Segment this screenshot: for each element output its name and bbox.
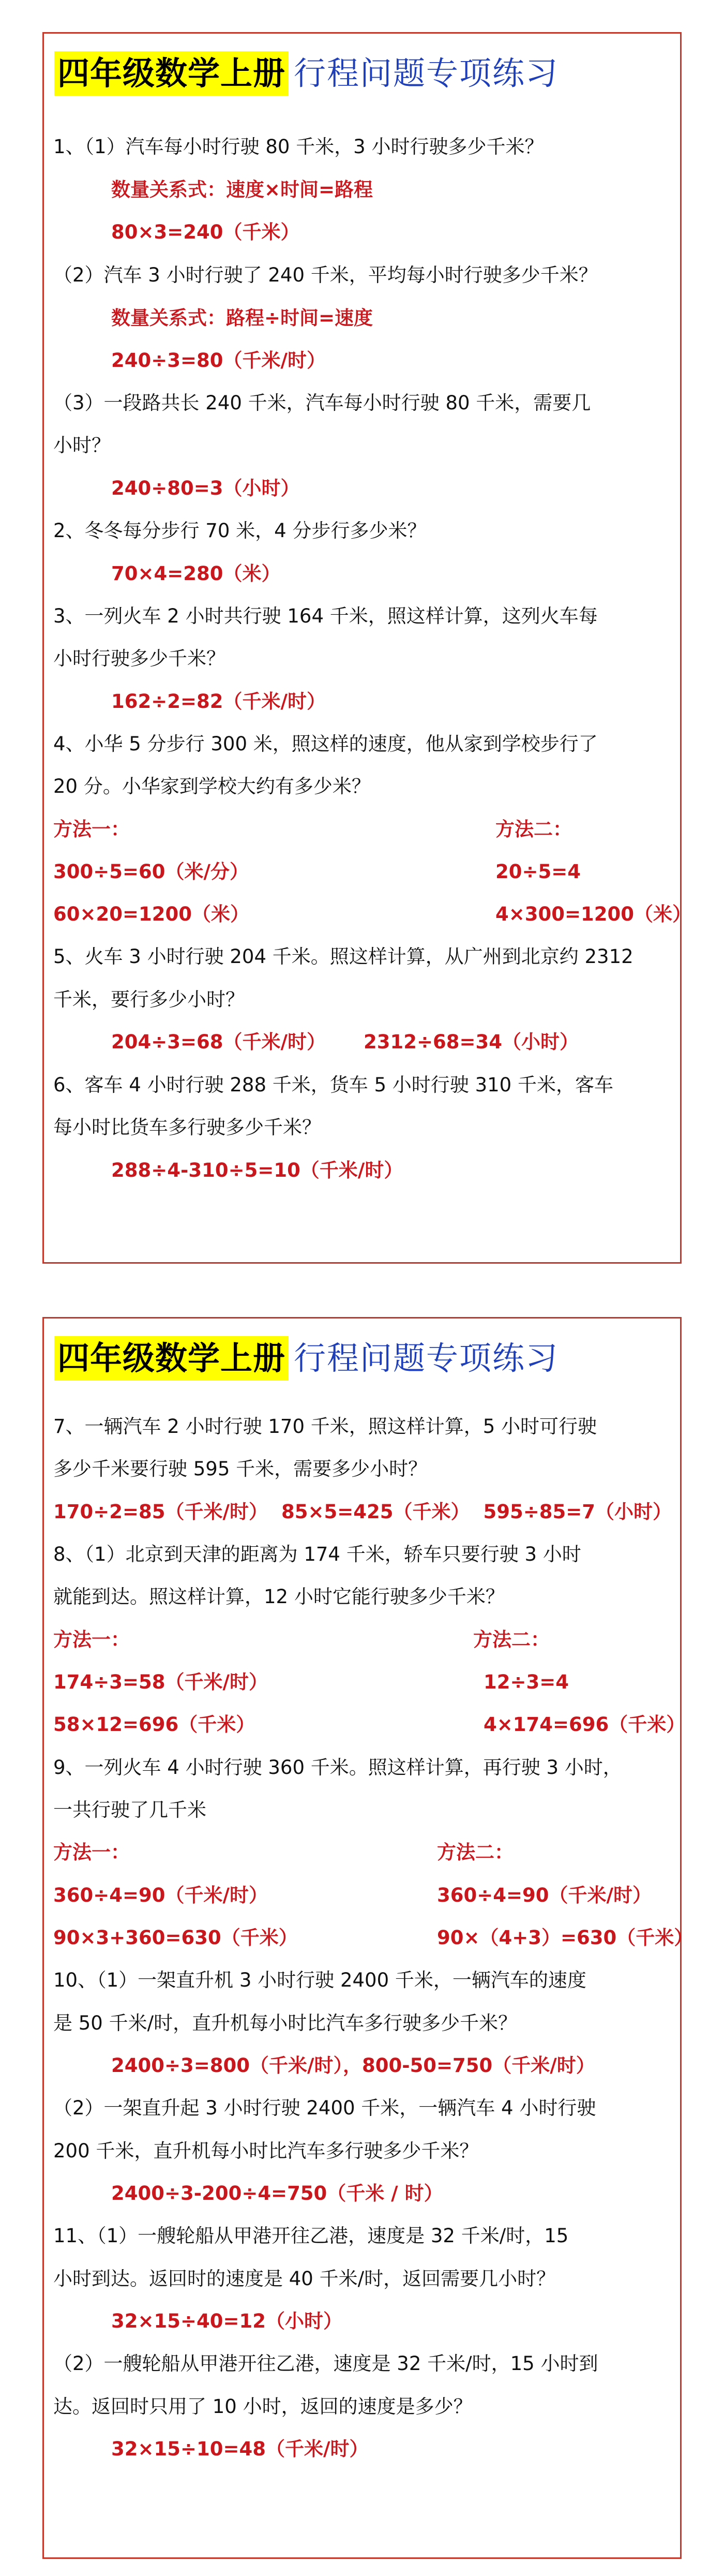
problem-7-answer-3: 595÷85=7（小时） <box>483 1501 672 1523</box>
method-1-step-1: 300÷5=60（米/分） <box>53 861 249 883</box>
method-2-label: 方法二： <box>437 1841 514 1863</box>
problem-7-answer-row <box>53 1500 672 1524</box>
worksheet-title <box>54 51 559 96</box>
problem-10-1-answer: 2400÷3=800（千米/时），800-50=750（千米/时） <box>111 2054 595 2077</box>
problem-8-question-line1: 8、（1）北京到天津的距离为 174 千米，轿车只要行驶 3 小时 <box>53 1543 581 1565</box>
title-subject: 行程问题专项练习 <box>294 54 559 92</box>
problem-7-question-line2: 多少千米要行驶 595 千米，需要多少小时？ <box>53 1458 428 1480</box>
problem-6-answer: 288÷4-310÷5=10（千米/时） <box>111 1159 403 1181</box>
title-highlight: 四年级数学上册 <box>54 51 289 96</box>
problem-5-answer-1: 204÷3=68（千米/时） <box>111 1031 326 1053</box>
problem-1-1-question: 1、（1）汽车每小时行驶 80 千米，3 小时行驶多少千米？ <box>53 136 544 158</box>
problem-5-question-line1: 5、火车 3 小时行驶 204 千米。照这样计算，从广州到北京约 2312 <box>53 945 634 968</box>
problem-3-question-line2: 小时行驶多少千米？ <box>53 647 225 670</box>
problem-10-2-question-line1: （2）一架直升起 3 小时行驶 2400 千米，一辆汽车 4 小时行驶 <box>53 2097 596 2119</box>
problem-11-2-answer: 32×15÷10=48（千米/时） <box>111 2438 369 2460</box>
method-2-step-2: 4×300=1200（米） <box>495 903 691 925</box>
method-2-step-2: 4×174=696（千米） <box>484 1713 686 1736</box>
method-2-step-1: 12÷3=4 <box>484 1671 569 1693</box>
worksheet-title <box>54 1336 559 1381</box>
problem-10-2-question-line2: 200 千米，直升机每小时比汽车多行驶多少千米？ <box>53 2140 479 2162</box>
problem-7-answer-2: 85×5=425（千米） <box>281 1501 470 1523</box>
problem-6-question-line2: 每小时比货车多行驶多少千米？ <box>53 1116 321 1138</box>
problem-9-question-line1: 9、一列火车 4 小时行驶 360 千米。照这样计算，再行驶 3 小时， <box>53 1756 622 1779</box>
problem-11-2-question-line1: （2）一艘轮船从甲港开往乙港，速度是 32 千米/时，15 小时到 <box>53 2352 598 2375</box>
problem-2-answer: 70×4=280（米） <box>111 562 281 585</box>
problem-1-2-relation: 数量关系式：路程÷时间=速度 <box>111 307 373 329</box>
problem-4-question-line1: 4、小华 5 分步行 300 米，照这样的速度，他从家到学校步行了 <box>53 733 598 755</box>
method-2-step-1: 20÷5=4 <box>495 861 581 883</box>
problem-11-1-question-line2: 小时到达。返回时的速度是 40 千米/时，返回需要几小时？ <box>53 2268 556 2290</box>
problem-11-1-answer: 32×15÷40=12（小时） <box>111 2310 342 2332</box>
problem-1-3-question-line1: （3）一段路共长 240 千米，汽车每小时行驶 80 千米，需要几 <box>53 392 591 414</box>
problem-7-question-line1: 7、一辆汽车 2 小时行驶 170 千米，照这样计算，5 小时可行驶 <box>53 1415 597 1438</box>
problem-11-2-question-line2: 达。返回时只用了 10 小时，返回的速度是多少？ <box>53 2395 473 2418</box>
title-subject: 行程问题专项练习 <box>294 1339 559 1377</box>
method-2-label: 方法二： <box>495 818 572 840</box>
problem-11-1-question-line1: 11、（1）一艘轮船从甲港开往乙港，速度是 32 千米/时，15 <box>53 2225 569 2247</box>
problem-1-2-answer: 240÷3=80（千米/时） <box>111 349 326 372</box>
problem-5-question-line2: 千米，要行多少小时？ <box>53 988 245 1011</box>
method-1-label: 方法一： <box>53 1628 130 1651</box>
method-2-step-1: 360÷4=90（千米/时） <box>437 1884 652 1906</box>
worksheet-page-2 <box>42 1317 693 2559</box>
method-1-step-2: 58×12=696（千米） <box>53 1713 255 1736</box>
problem-2-question: 2、冬冬每分步行 70 米，4 分步行多少米？ <box>53 520 427 542</box>
problem-1-3-question-line2: 小时？ <box>53 434 111 456</box>
problem-6-question-line1: 6、客车 4 小时行驶 288 千米，货车 5 小时行驶 310 千米，客车 <box>53 1074 613 1096</box>
problem-10-2-answer: 2400÷3-200÷4=750（千米 / 时） <box>111 2182 443 2204</box>
problem-1-1-relation: 数量关系式：速度×时间=路程 <box>111 179 373 201</box>
problem-1-2-question: （2）汽车 3 小时行驶了 240 千米，平均每小时行驶多少千米？ <box>53 264 598 286</box>
method-1-step-1: 360÷4=90（千米/时） <box>53 1884 268 1906</box>
problem-3-question-line1: 3、一列火车 2 小时共行驶 164 千米，照这样计算，这列火车每 <box>53 605 598 627</box>
problem-3-answer: 162÷2=82（千米/时） <box>111 690 326 713</box>
problem-10-1-question-line1: 10、（1）一架直升机 3 小时行驶 2400 千米，一辆汽车的速度 <box>53 1969 586 1991</box>
problem-1-3-answer: 240÷80=3（小时） <box>111 477 300 499</box>
method-1-step-1: 174÷3=58（千米/时） <box>53 1671 268 1693</box>
method-2-step-2: 90×（4+3）=630（千米） <box>437 1927 693 1949</box>
problem-7-answer-1: 170÷2=85（千米/时） <box>53 1501 268 1523</box>
method-2-label: 方法二： <box>473 1628 550 1651</box>
problem-5-answer-2: 2312÷68=34（小时） <box>364 1031 579 1053</box>
problem-10-1-question-line2: 是 50 千米/时，直升机每小时比汽车多行驶多少千米？ <box>53 2012 518 2034</box>
title-highlight: 四年级数学上册 <box>54 1336 289 1381</box>
problem-9-question-line2: 一共行驶了几千米 <box>53 1799 206 1821</box>
method-1-label: 方法一： <box>53 1841 130 1863</box>
worksheet-page-1 <box>42 32 691 1264</box>
method-1-step-2: 60×20=1200（米） <box>53 903 249 925</box>
problem-4-question-line2: 20 分。小华家到学校大约有多少米？ <box>53 775 371 797</box>
problem-8-question-line2: 就能到达。照这样计算，12 小时它能行驶多少千米？ <box>53 1586 505 1608</box>
method-1-step-2: 90×3+360=630（千米） <box>53 1927 298 1949</box>
problem-1-1-answer: 80×3=240（千米） <box>111 221 300 243</box>
method-1-label: 方法一： <box>53 818 130 840</box>
